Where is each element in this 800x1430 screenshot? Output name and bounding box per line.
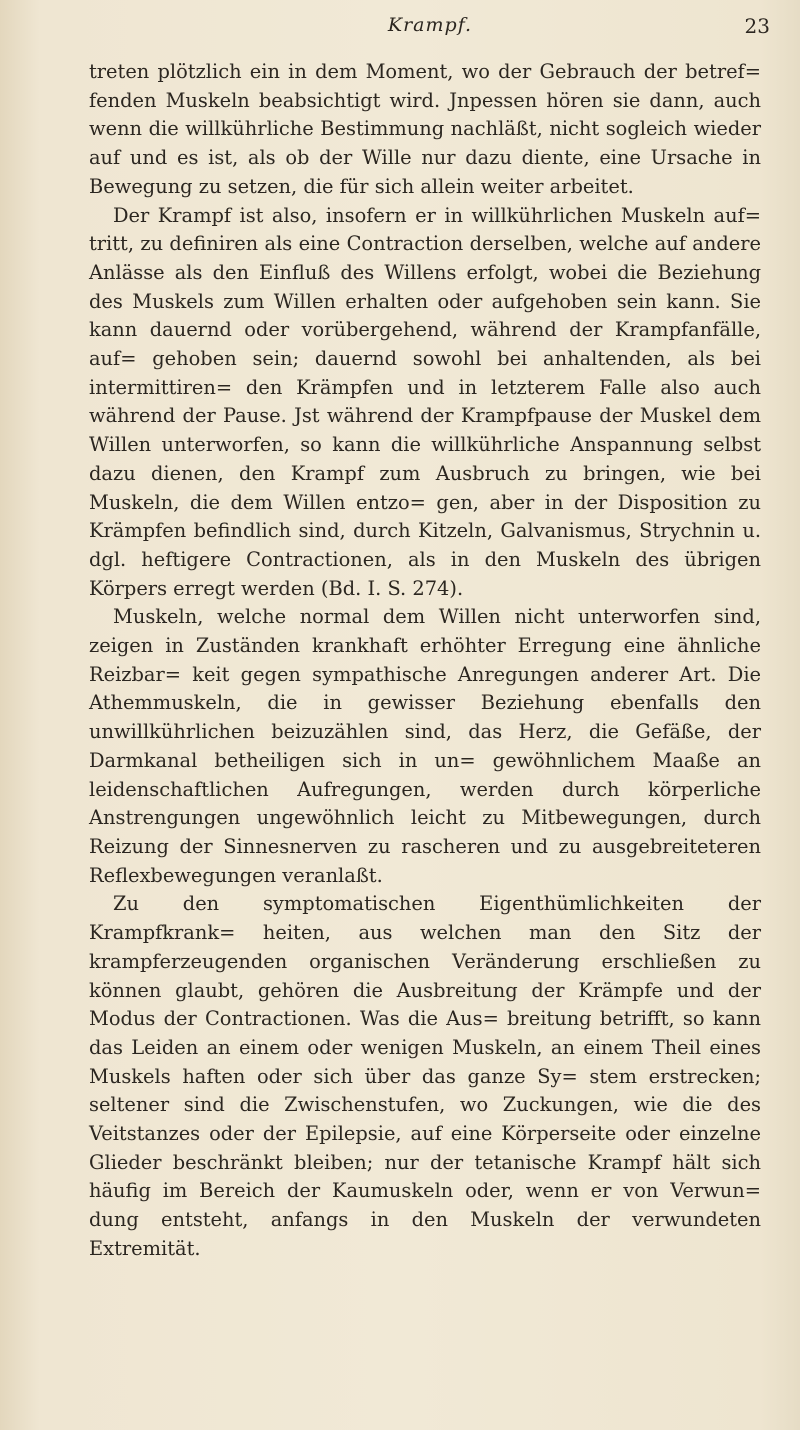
paragraph-3: Muskeln, welche normal dem Willen nicht unterworfen sind, zeigen in Zuständen krankhaft erhöhter Erregung eine ähnliche Reizbar= keit gegen sympathische Anregungen anderer Art. Die Athemmuskeln, die in gewisser Beziehung ebenfalls den unwillkührlichen beizuzählen sind, das Herz, die Gefäße, der Darmkanal betheiligen sich in un= gewöhnlichem Maaße an leidenschaftlichen Aufregungen, werden durch körperliche Anstrengungen ungewöhnlich leicht zu Mitbewegungen, durch Reizung der Sinnesnerven zu rascheren und zu ausgebreiteteren Reflexbewegungen veranlaßt. xyxy=(89,605,761,887)
running-title: Krampf. xyxy=(387,14,473,36)
page-number: 23 xyxy=(744,14,770,38)
paragraph-1: treten plötzlich ein in dem Moment, wo der Gebrauch der betref= fenden Muskeln beabsichtigt wird. Jnpessen hören sie dann, auch wenn die willkührliche Bestimmung nachläßt, nicht sogleich wieder auf und es ist, als ob der Wille nur dazu diente, eine Ursache in Bewegung zu setzen, die für sich allein weiter arbeitet. xyxy=(89,60,761,198)
paragraph-2: Der Krampf ist also, insofern er in willkührlichen Muskeln auf= tritt, zu definiren als eine Contraction derselben, welche auf andere Anlässe als den Einfluß des Willens erfolgt, wobei die Beziehung des Muskels zum Willen erhalten oder aufgehoben sein kann. Sie kann dauernd oder vorübergehend, während der Krampfanfälle, auf= gehoben sein; dauernd sowohl bei anhaltenden, als bei intermittiren= den Krämpfen und in letzterem Falle also auch während der Pause. Jst während der Krampfpause der Muskel dem Willen unterworfen, so kann die willkührliche Anspannung selbst dazu dienen, den Krampf zum Ausbruch zu bringen, wie bei Muskeln, die dem Willen entzo= gen, aber in der Disposition zu Krämpfen befindlich sind, durch Kitzeln, Galvanismus, Strychnin u. dgl. heftigere Contractionen, als in den Muskeln des übrigen Körpers erregt werden (Bd. I. S. 274). xyxy=(89,203,761,600)
body-text xyxy=(89,58,761,1264)
page-header xyxy=(90,14,770,44)
paragraph-4: Zu den symptomatischen Eigenthümlichkeiten der Krampfkrank= heiten, aus welchen man den Sitz der krampferzeugenden organischen Veränderung erschließen zu können glaubt, gehören die Ausbreitung der Krämpfe und der Modus der Contractionen. Was die Aus= breitung betrifft, so kann das Leiden an einem oder wenigen Muskeln, an einem Theil eines Muskels haften oder sich über das ganze Sy= stem erstrecken; seltener sind die Zwischenstufen, wo Zuckungen, wie die des Veitstanzes oder der Epilepsie, auf eine Körperseite oder einzelne Glieder beschränkt bleiben; nur der tetanische Krampf hält sich häufig im Bereich der Kaumuskeln oder, wenn er von Verwun= dung entsteht, anfangs in den Muskeln der verwundeten Extremität. xyxy=(89,892,761,1260)
